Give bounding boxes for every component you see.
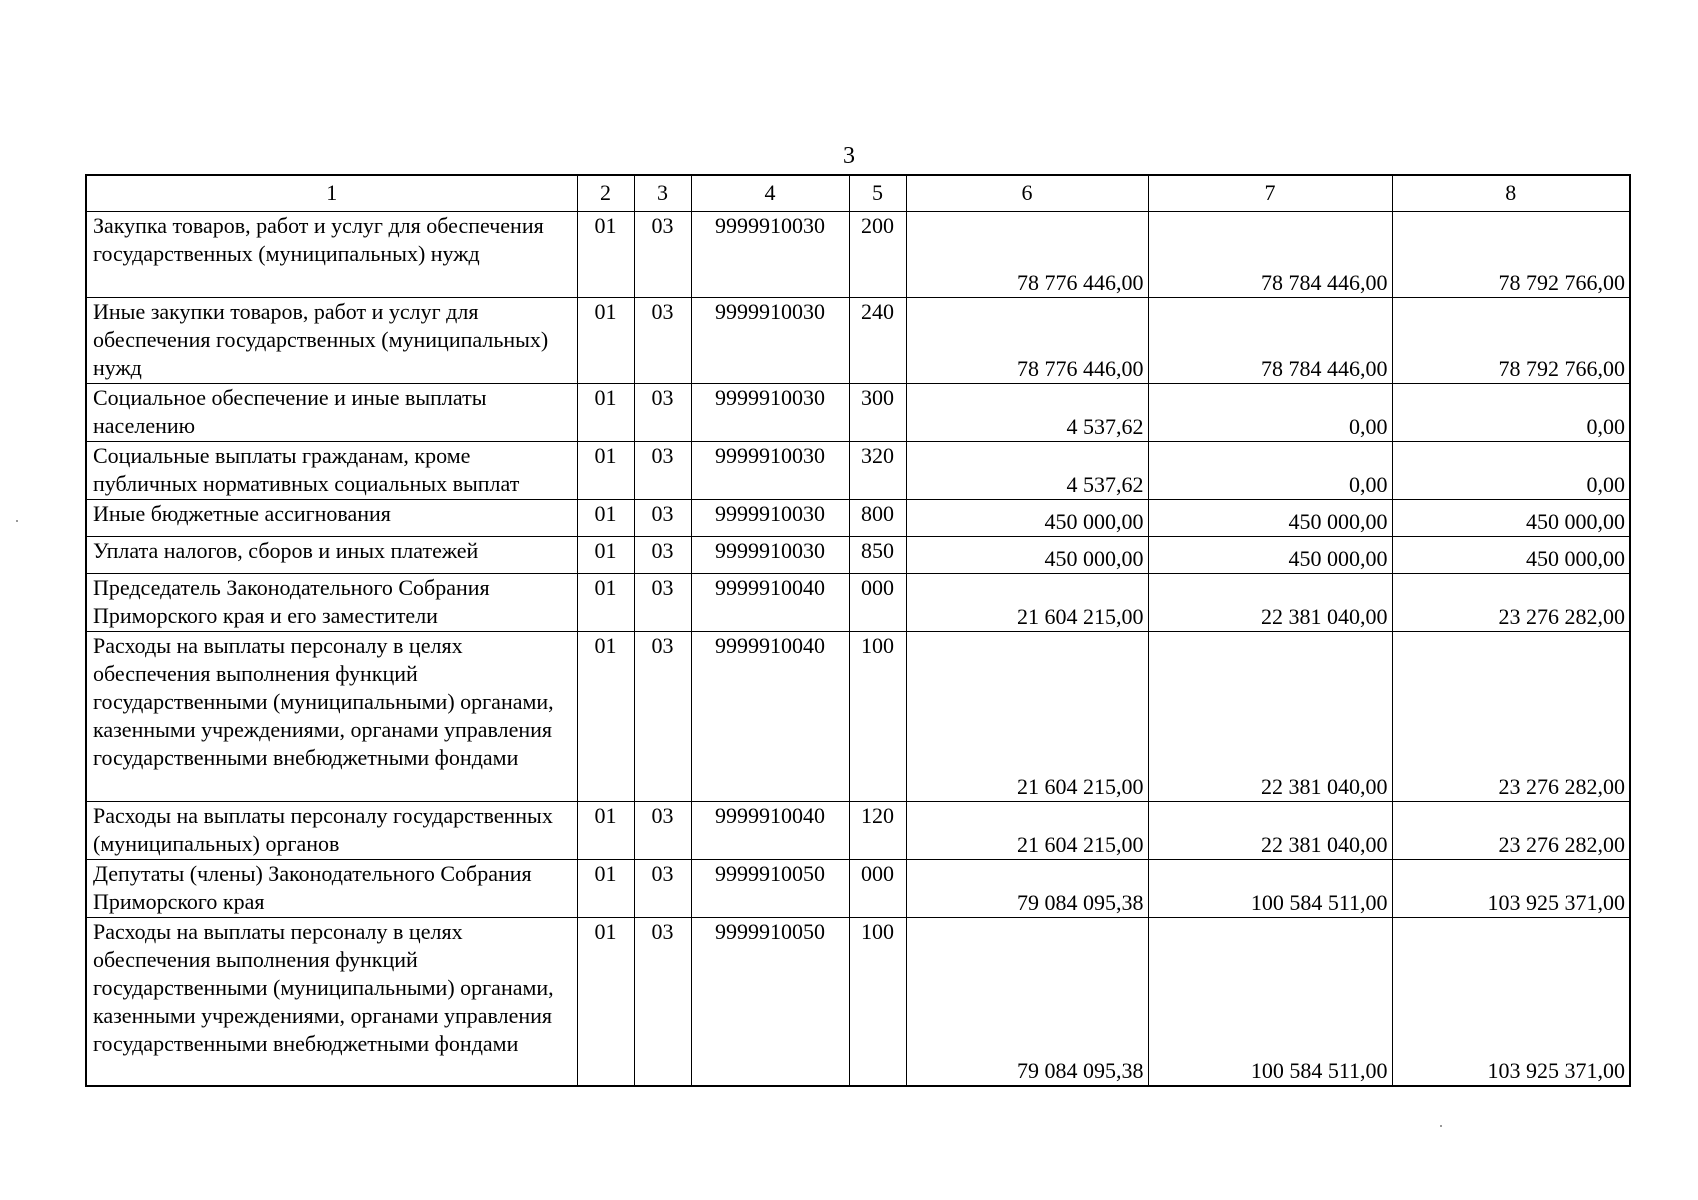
amount-col-7: 0,00: [1148, 384, 1392, 442]
amount-col-8: 103 925 371,00: [1392, 918, 1630, 1086]
column-header-8: 8: [1392, 175, 1630, 212]
amount-col-7: 450 000,00: [1148, 500, 1392, 537]
budget-table: [85, 174, 1631, 1087]
section-code: 01: [577, 802, 634, 860]
target-article-code: 9999910040: [691, 632, 849, 802]
subsection-code: 03: [634, 298, 691, 384]
target-article-code: 9999910030: [691, 537, 849, 574]
amount-col-7: 100 584 511,00: [1148, 860, 1392, 918]
expense-type-code: 240: [849, 298, 906, 384]
subsection-code: 03: [634, 537, 691, 574]
subsection-code: 03: [634, 802, 691, 860]
table-row: [86, 537, 1630, 574]
row-name: Председатель Законодательного Собрания Приморского края и его заместители: [86, 574, 577, 632]
row-name: Расходы на выплаты персоналу в целях обеспечения выполнения функций государственными (муниципальными) органами, казенными учреждениями, органами управления государственными внебюджетными фондами: [86, 632, 577, 802]
header-row: [86, 175, 1630, 212]
subsection-code: 03: [634, 574, 691, 632]
amount-col-7: 100 584 511,00: [1148, 918, 1392, 1086]
amount-col-6: 79 084 095,38: [906, 918, 1148, 1086]
amount-col-6: 79 084 095,38: [906, 860, 1148, 918]
table-row: [86, 860, 1630, 918]
subsection-code: 03: [634, 632, 691, 802]
row-name: Социальные выплаты гражданам, кроме публичных нормативных социальных выплат: [86, 442, 577, 500]
row-name: Уплата налогов, сборов и иных платежей: [86, 537, 577, 574]
scan-artifact: [16, 520, 18, 522]
expense-type-code: 800: [849, 500, 906, 537]
subsection-code: 03: [634, 384, 691, 442]
expense-type-code: 000: [849, 574, 906, 632]
expense-type-code: 000: [849, 860, 906, 918]
column-header-7: 7: [1148, 175, 1392, 212]
target-article-code: 9999910040: [691, 574, 849, 632]
amount-col-6: 21 604 215,00: [906, 574, 1148, 632]
column-header-1: 1: [86, 175, 577, 212]
amount-col-7: 78 784 446,00: [1148, 212, 1392, 298]
target-article-code: 9999910030: [691, 384, 849, 442]
row-name: Расходы на выплаты персоналу в целях обеспечения выполнения функций государственными (муниципальными) органами, казенными учреждениями, органами управления государственными внебюджетными фондами: [86, 918, 577, 1086]
subsection-code: 03: [634, 500, 691, 537]
section-code: 01: [577, 574, 634, 632]
expense-type-code: 300: [849, 384, 906, 442]
table-header: [86, 175, 1630, 212]
row-name: Депутаты (члены) Законодательного Собрания Приморского края: [86, 860, 577, 918]
amount-col-8: 23 276 282,00: [1392, 802, 1630, 860]
amount-col-6: 450 000,00: [906, 537, 1148, 574]
subsection-code: 03: [634, 212, 691, 298]
expense-type-code: 100: [849, 918, 906, 1086]
amount-col-6: 21 604 215,00: [906, 632, 1148, 802]
subsection-code: 03: [634, 442, 691, 500]
amount-col-6: 450 000,00: [906, 500, 1148, 537]
amount-col-8: 103 925 371,00: [1392, 860, 1630, 918]
amount-col-8: 23 276 282,00: [1392, 574, 1630, 632]
row-name: Иные бюджетные ассигнования: [86, 500, 577, 537]
amount-col-6: 21 604 215,00: [906, 802, 1148, 860]
subsection-code: 03: [634, 860, 691, 918]
column-header-6: 6: [906, 175, 1148, 212]
page-number: 3: [843, 143, 855, 169]
amount-col-6: 4 537,62: [906, 442, 1148, 500]
table-row: [86, 632, 1630, 802]
table-body: [86, 212, 1630, 1086]
amount-col-6: 4 537,62: [906, 384, 1148, 442]
table-row: [86, 574, 1630, 632]
amount-col-7: 78 784 446,00: [1148, 298, 1392, 384]
amount-col-7: 22 381 040,00: [1148, 574, 1392, 632]
amount-col-8: 23 276 282,00: [1392, 632, 1630, 802]
table-row: [86, 500, 1630, 537]
section-code: 01: [577, 632, 634, 802]
amount-col-7: 0,00: [1148, 442, 1392, 500]
expense-type-code: 120: [849, 802, 906, 860]
column-header-2: 2: [577, 175, 634, 212]
row-name: Иные закупки товаров, работ и услуг для обеспечения государственных (муниципальных) нужд: [86, 298, 577, 384]
column-header-5: 5: [849, 175, 906, 212]
table-row: [86, 384, 1630, 442]
amount-col-7: 450 000,00: [1148, 537, 1392, 574]
section-code: 01: [577, 537, 634, 574]
target-article-code: 9999910030: [691, 500, 849, 537]
expense-type-code: 320: [849, 442, 906, 500]
table-row: [86, 802, 1630, 860]
section-code: 01: [577, 918, 634, 1086]
row-name: Социальное обеспечение и иные выплаты населению: [86, 384, 577, 442]
section-code: 01: [577, 212, 634, 298]
target-article-code: 9999910050: [691, 860, 849, 918]
section-code: 01: [577, 500, 634, 537]
section-code: 01: [577, 860, 634, 918]
amount-col-6: 78 776 446,00: [906, 298, 1148, 384]
amount-col-8: 78 792 766,00: [1392, 298, 1630, 384]
target-article-code: 9999910030: [691, 442, 849, 500]
column-header-3: 3: [634, 175, 691, 212]
target-article-code: 9999910030: [691, 298, 849, 384]
section-code: 01: [577, 442, 634, 500]
amount-col-8: 450 000,00: [1392, 500, 1630, 537]
expense-type-code: 200: [849, 212, 906, 298]
table-row: [86, 442, 1630, 500]
amount-col-7: 22 381 040,00: [1148, 632, 1392, 802]
amount-col-8: 0,00: [1392, 384, 1630, 442]
expense-type-code: 100: [849, 632, 906, 802]
table-row: [86, 298, 1630, 384]
scan-artifact: [1440, 1125, 1442, 1127]
section-code: 01: [577, 298, 634, 384]
section-code: 01: [577, 384, 634, 442]
amount-col-6: 78 776 446,00: [906, 212, 1148, 298]
amount-col-8: 450 000,00: [1392, 537, 1630, 574]
column-header-4: 4: [691, 175, 849, 212]
amount-col-8: 0,00: [1392, 442, 1630, 500]
target-article-code: 9999910030: [691, 212, 849, 298]
subsection-code: 03: [634, 918, 691, 1086]
table-row: [86, 212, 1630, 298]
row-name: Расходы на выплаты персоналу государственных (муниципальных) органов: [86, 802, 577, 860]
expense-type-code: 850: [849, 537, 906, 574]
row-name: Закупка товаров, работ и услуг для обеспечения государственных (муниципальных) нужд: [86, 212, 577, 298]
target-article-code: 9999910040: [691, 802, 849, 860]
amount-col-7: 22 381 040,00: [1148, 802, 1392, 860]
table-row: [86, 918, 1630, 1086]
amount-col-8: 78 792 766,00: [1392, 212, 1630, 298]
target-article-code: 9999910050: [691, 918, 849, 1086]
